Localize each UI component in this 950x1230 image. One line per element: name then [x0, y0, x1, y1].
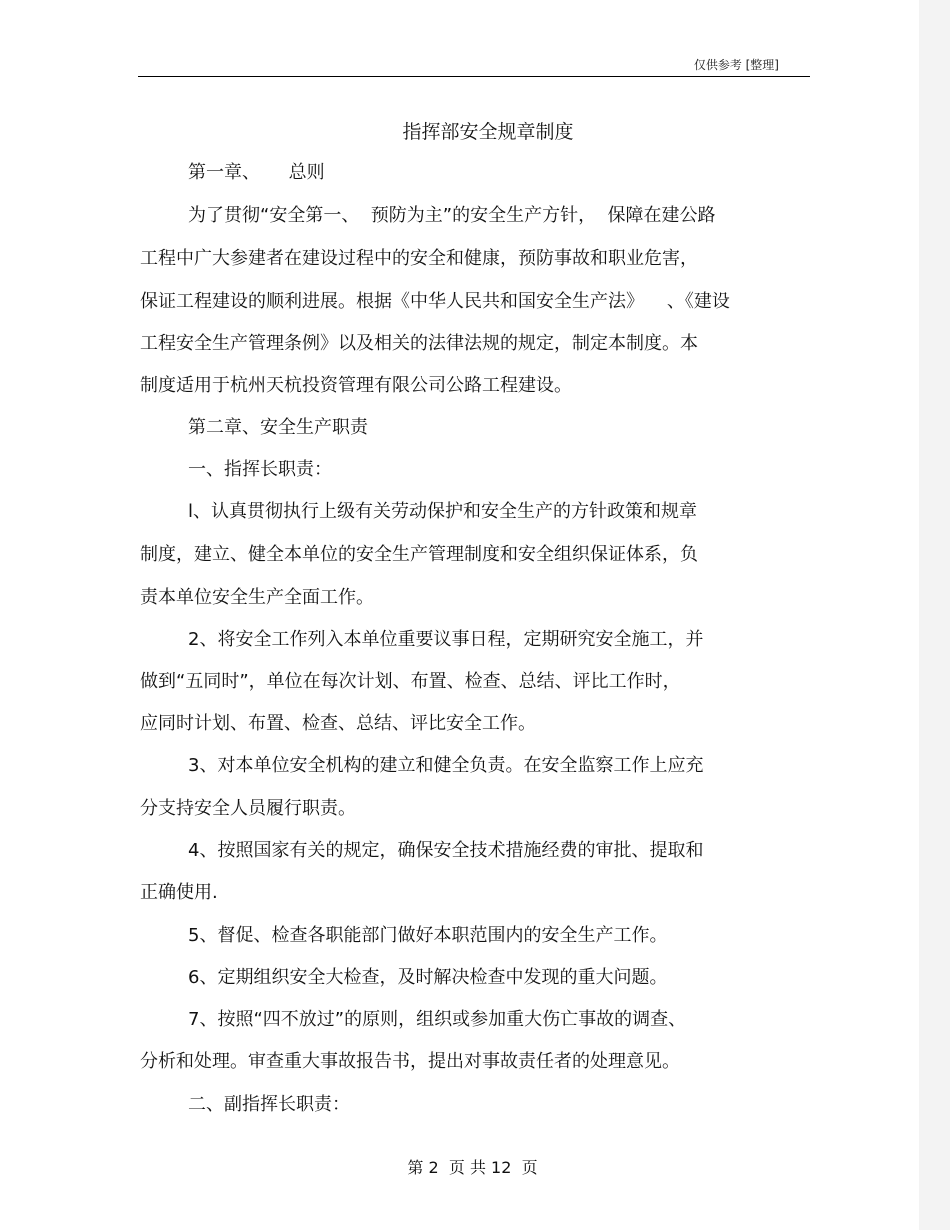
paragraph-line: 6、定期组织安全大检查，及时解决检查中发现的重大问题。	[188, 967, 668, 988]
page-number: 第 2 页 共 12 页	[407, 1158, 538, 1177]
chapter-heading: 第二章、安全生产职责	[188, 417, 368, 438]
paragraph-line: 保证工程建设的顺利进展。根据《中华人民共和国安全生产法》 、《建设	[140, 291, 730, 312]
paragraph-line: 制度适用于杭州天杭投资管理有限公司公路工程建设。	[140, 375, 572, 396]
paragraph-line: 工程安全生产管理条例》以及相关的法律法规的规定，制定本制度。本	[140, 333, 698, 354]
paragraph-line: 制度，建立、健全本单位的安全生产管理制度和安全组织保证体系，负	[140, 544, 698, 565]
paragraph-line: 做到“五同时”，单位在每次计划、布置、检查、总结、评比工作时，	[140, 671, 681, 692]
paragraph-line: 责本单位安全生产全面工作。	[140, 587, 374, 608]
section-heading: 二、副指挥长职责：	[188, 1094, 350, 1115]
paragraph-line: 工程中广大参建者在建设过程中的安全和健康，预防事故和职业危害，	[140, 248, 698, 269]
chapter-heading: 第一章、 总则	[188, 162, 325, 183]
section-heading: 一、指挥长职责：	[188, 459, 332, 480]
paragraph-line: 3、对本单位安全机构的建立和健全负责。在安全监察工作上应充	[188, 755, 704, 776]
paragraph-line: 应同时计划、布置、检查、总结、评比安全工作。	[140, 713, 536, 734]
paragraph-line: 7、按照“四不放过”的原则，组织或参加重大伤亡事故的调查、	[188, 1009, 687, 1030]
header-rule	[138, 76, 810, 77]
paragraph-line: 为了贯彻“安全第一、 预防为主”的安全生产方针， 保障在建公路	[188, 205, 716, 226]
paragraph-line: 4、按照国家有关的规定，确保安全技术措施经费的审批、提取和	[188, 840, 704, 861]
paragraph-line: 2、将安全工作列入本单位重要议事日程，定期研究安全施工，并	[188, 629, 704, 650]
paragraph-line: 正确使用.	[140, 882, 218, 903]
paragraph-line: 5、督促、检查各职能部门做好本职范围内的安全生产工作。	[188, 925, 668, 946]
paragraph-line: l、认真贯彻执行上级有关劳动保护和安全生产的方针政策和规章	[188, 501, 697, 522]
paragraph-line: 分析和处理。审查重大事故报告书，提出对事故责任者的处理意见。	[140, 1051, 680, 1072]
paragraph-line: 分支持安全人员履行职责。	[140, 798, 356, 819]
header-note: 仅供参考 [整理]	[693, 58, 779, 72]
document-title: 指挥部安全规章制度	[402, 121, 574, 143]
